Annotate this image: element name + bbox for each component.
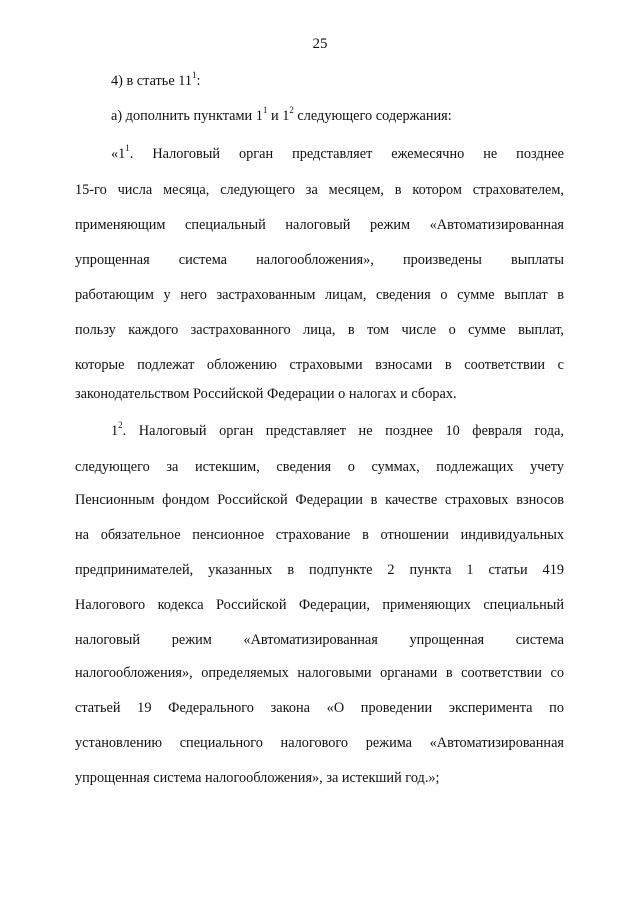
para2-line: налогообложения», определяемых налоговыми органами в соответствии со — [75, 665, 564, 681]
para1-line: применяющим специальный налоговый режим «Автоматизированная — [75, 217, 564, 233]
para1-line: которые подлежат обложению страховыми взносами в соответствии с — [75, 357, 564, 373]
para1-first-line: «$1^1$. Налоговый орган представляет ежемесячно не позднее — [111, 143, 564, 162]
para2-line: предпринимателей, указанных в подпункте 2 пункта 1 статьи 419 — [75, 562, 564, 578]
para2-line: установлению специального налогового режима «Автоматизированная — [75, 735, 564, 751]
para1-line: законодательством Российской Федерации о налогах и сборах. — [75, 386, 457, 402]
para2-first-line: $1^2$. Налоговый орган представляет не позднее 10 февраля года, — [111, 420, 564, 439]
para1-line: 15-го числа месяца, следующего за месяцем, в котором страхователем, — [75, 182, 564, 198]
para2-line: на обязательное пенсионное страхование в отношении индивидуальных — [75, 527, 564, 543]
item-4-heading: 4) в статье $11^1$: — [111, 70, 201, 89]
para2-line: следующего за истекшим, сведения о суммах, подлежащих учету — [75, 459, 564, 475]
para1-line: пользу каждого застрахованного лица, в том числе о сумме выплат, — [75, 322, 564, 338]
para2-line: Пенсионным фондом Российской Федерации в качестве страховых взносов — [75, 492, 564, 508]
page-number: 25 — [312, 36, 328, 52]
para2-line: статьей 19 Федерального закона «О проведении эксперимента по — [75, 700, 564, 716]
para1-line: работающим у него застрахованным лицам, сведения о сумме выплат в — [75, 287, 564, 303]
para2-line: упрощенная система налогообложения», за истекший год.»; — [75, 770, 440, 786]
para2-line: Налогового кодекса Российской Федерации, применяющих специальный — [75, 597, 564, 613]
para2-line: налоговый режим «Автоматизированная упрощенная система — [75, 632, 564, 648]
subitem-a: а) дополнить пунктами $1^1$ и $1^2$ следующего содержания: — [111, 105, 452, 124]
para1-line: упрощенная система налогообложения», произведены выплаты — [75, 252, 564, 268]
